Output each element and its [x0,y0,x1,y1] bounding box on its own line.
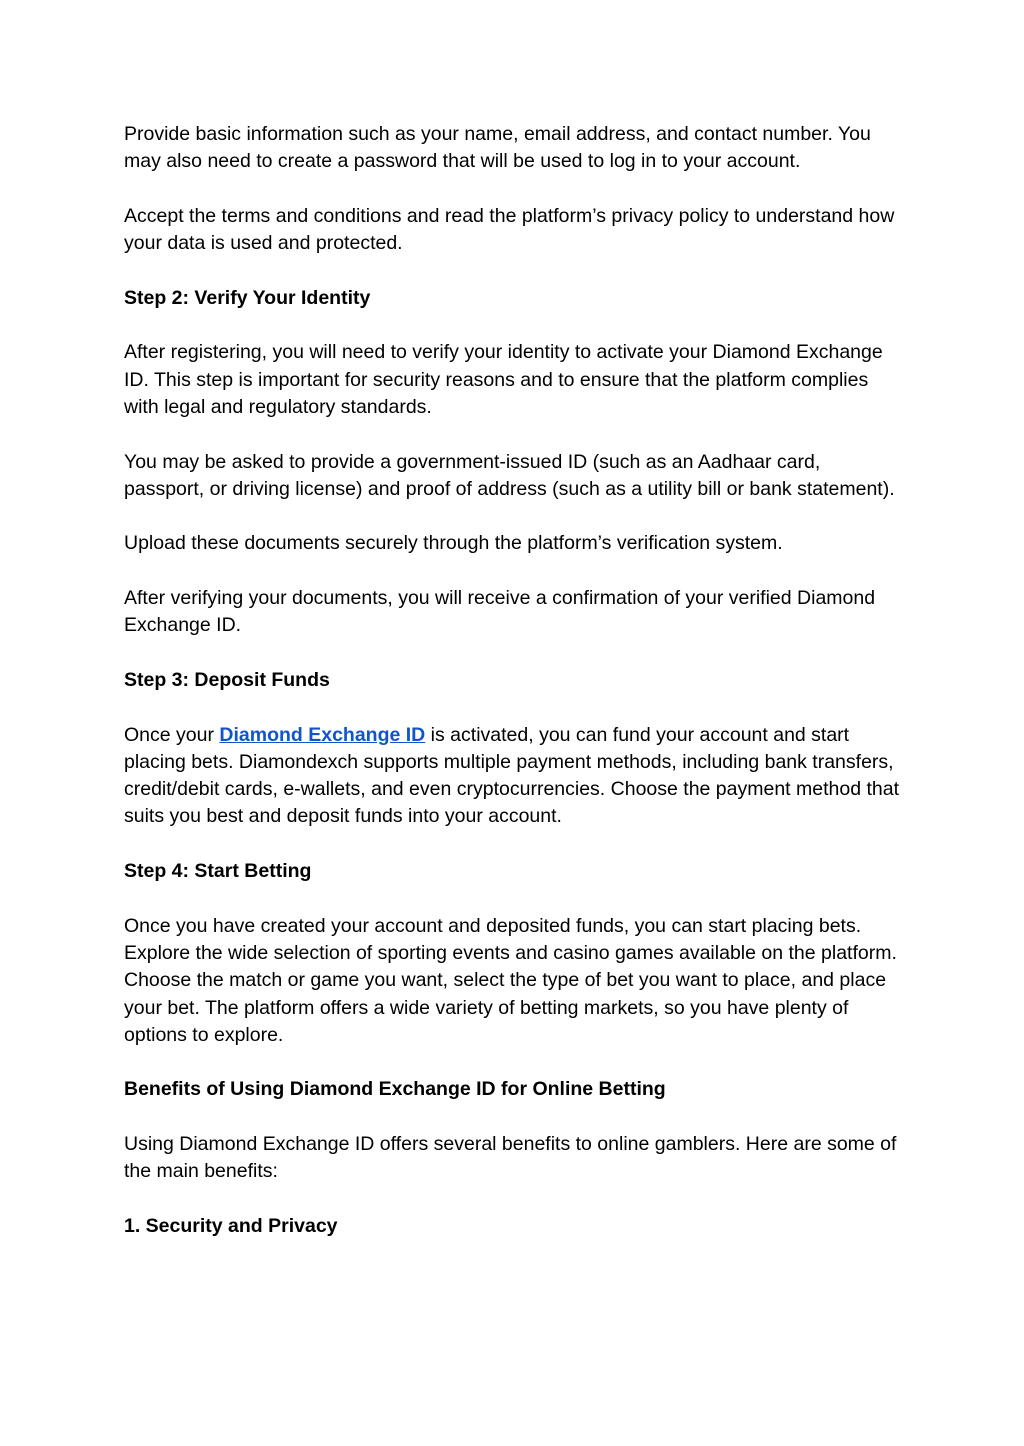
paragraph-start-betting: Once you have created your account and deposited funds, you can start placing bets. Explore the wide selection of sporting events and casino games available on the platform. Choose the match or game you want, select the type of bet you want to place, and place your bet. The platform offers a wide variety of betting markets, so you have plenty of options to explore. [124,914,897,1046]
document-page [124,121,904,1267]
paragraph-benefits-intro: Using Diamond Exchange ID offers several benefits to online gamblers. Here are some of the main benefits: [124,1132,897,1183]
heading-security-privacy: 1. Security and Privacy [124,1214,338,1237]
heading-step-2: Step 2: Verify Your Identity [124,286,371,309]
heading-step-3: Step 3: Deposit Funds [124,668,330,691]
heading-benefits: Benefits of Using Diamond Exchange ID for Online Betting [124,1078,666,1101]
paragraph-terms: Accept the terms and conditions and read the platform’s privacy policy to understand how your data is used and protected. [124,204,895,255]
heading-step-4: Step 4: Start Betting [124,860,312,883]
paragraph-deposit-text-start: Once your [124,723,220,746]
paragraph-verify-identity: After registering, you will need to verify your identity to activate your Diamond Exchange ID. This step is important for security reasons and to ensure that the platform complies with legal and regulatory standards. [124,341,883,418]
paragraph-documents: You may be asked to provide a government-issued ID (such as an Aadhaar card, passport, or driving license) and proof of address (such as a utility bill or bank statement). [124,450,895,500]
paragraph-upload: Upload these documents securely through the platform’s verification system. [124,532,783,555]
paragraph-deposit-text-end: is activated, you can fund your account and start placing bets. Diamondexch supports multiple payment methods, including bank transfers, credit/debit cards, e-wallets, and even cryptocurrencies. Choose the payment method that suits you best and deposit funds into your account. [124,723,899,828]
diamond-exchange-id-link[interactable]: Diamond Exchange ID [219,723,426,746]
paragraph-deposit-funds [124,722,904,831]
paragraph-confirmation: After verifying your documents, you will receive a confirmation of your verified Diamond Exchange ID. [124,587,876,637]
paragraph-basic-info: Provide basic information such as your name, email address, and contact number. You may also need to create a password that will be used to log in to your account. [124,123,871,173]
